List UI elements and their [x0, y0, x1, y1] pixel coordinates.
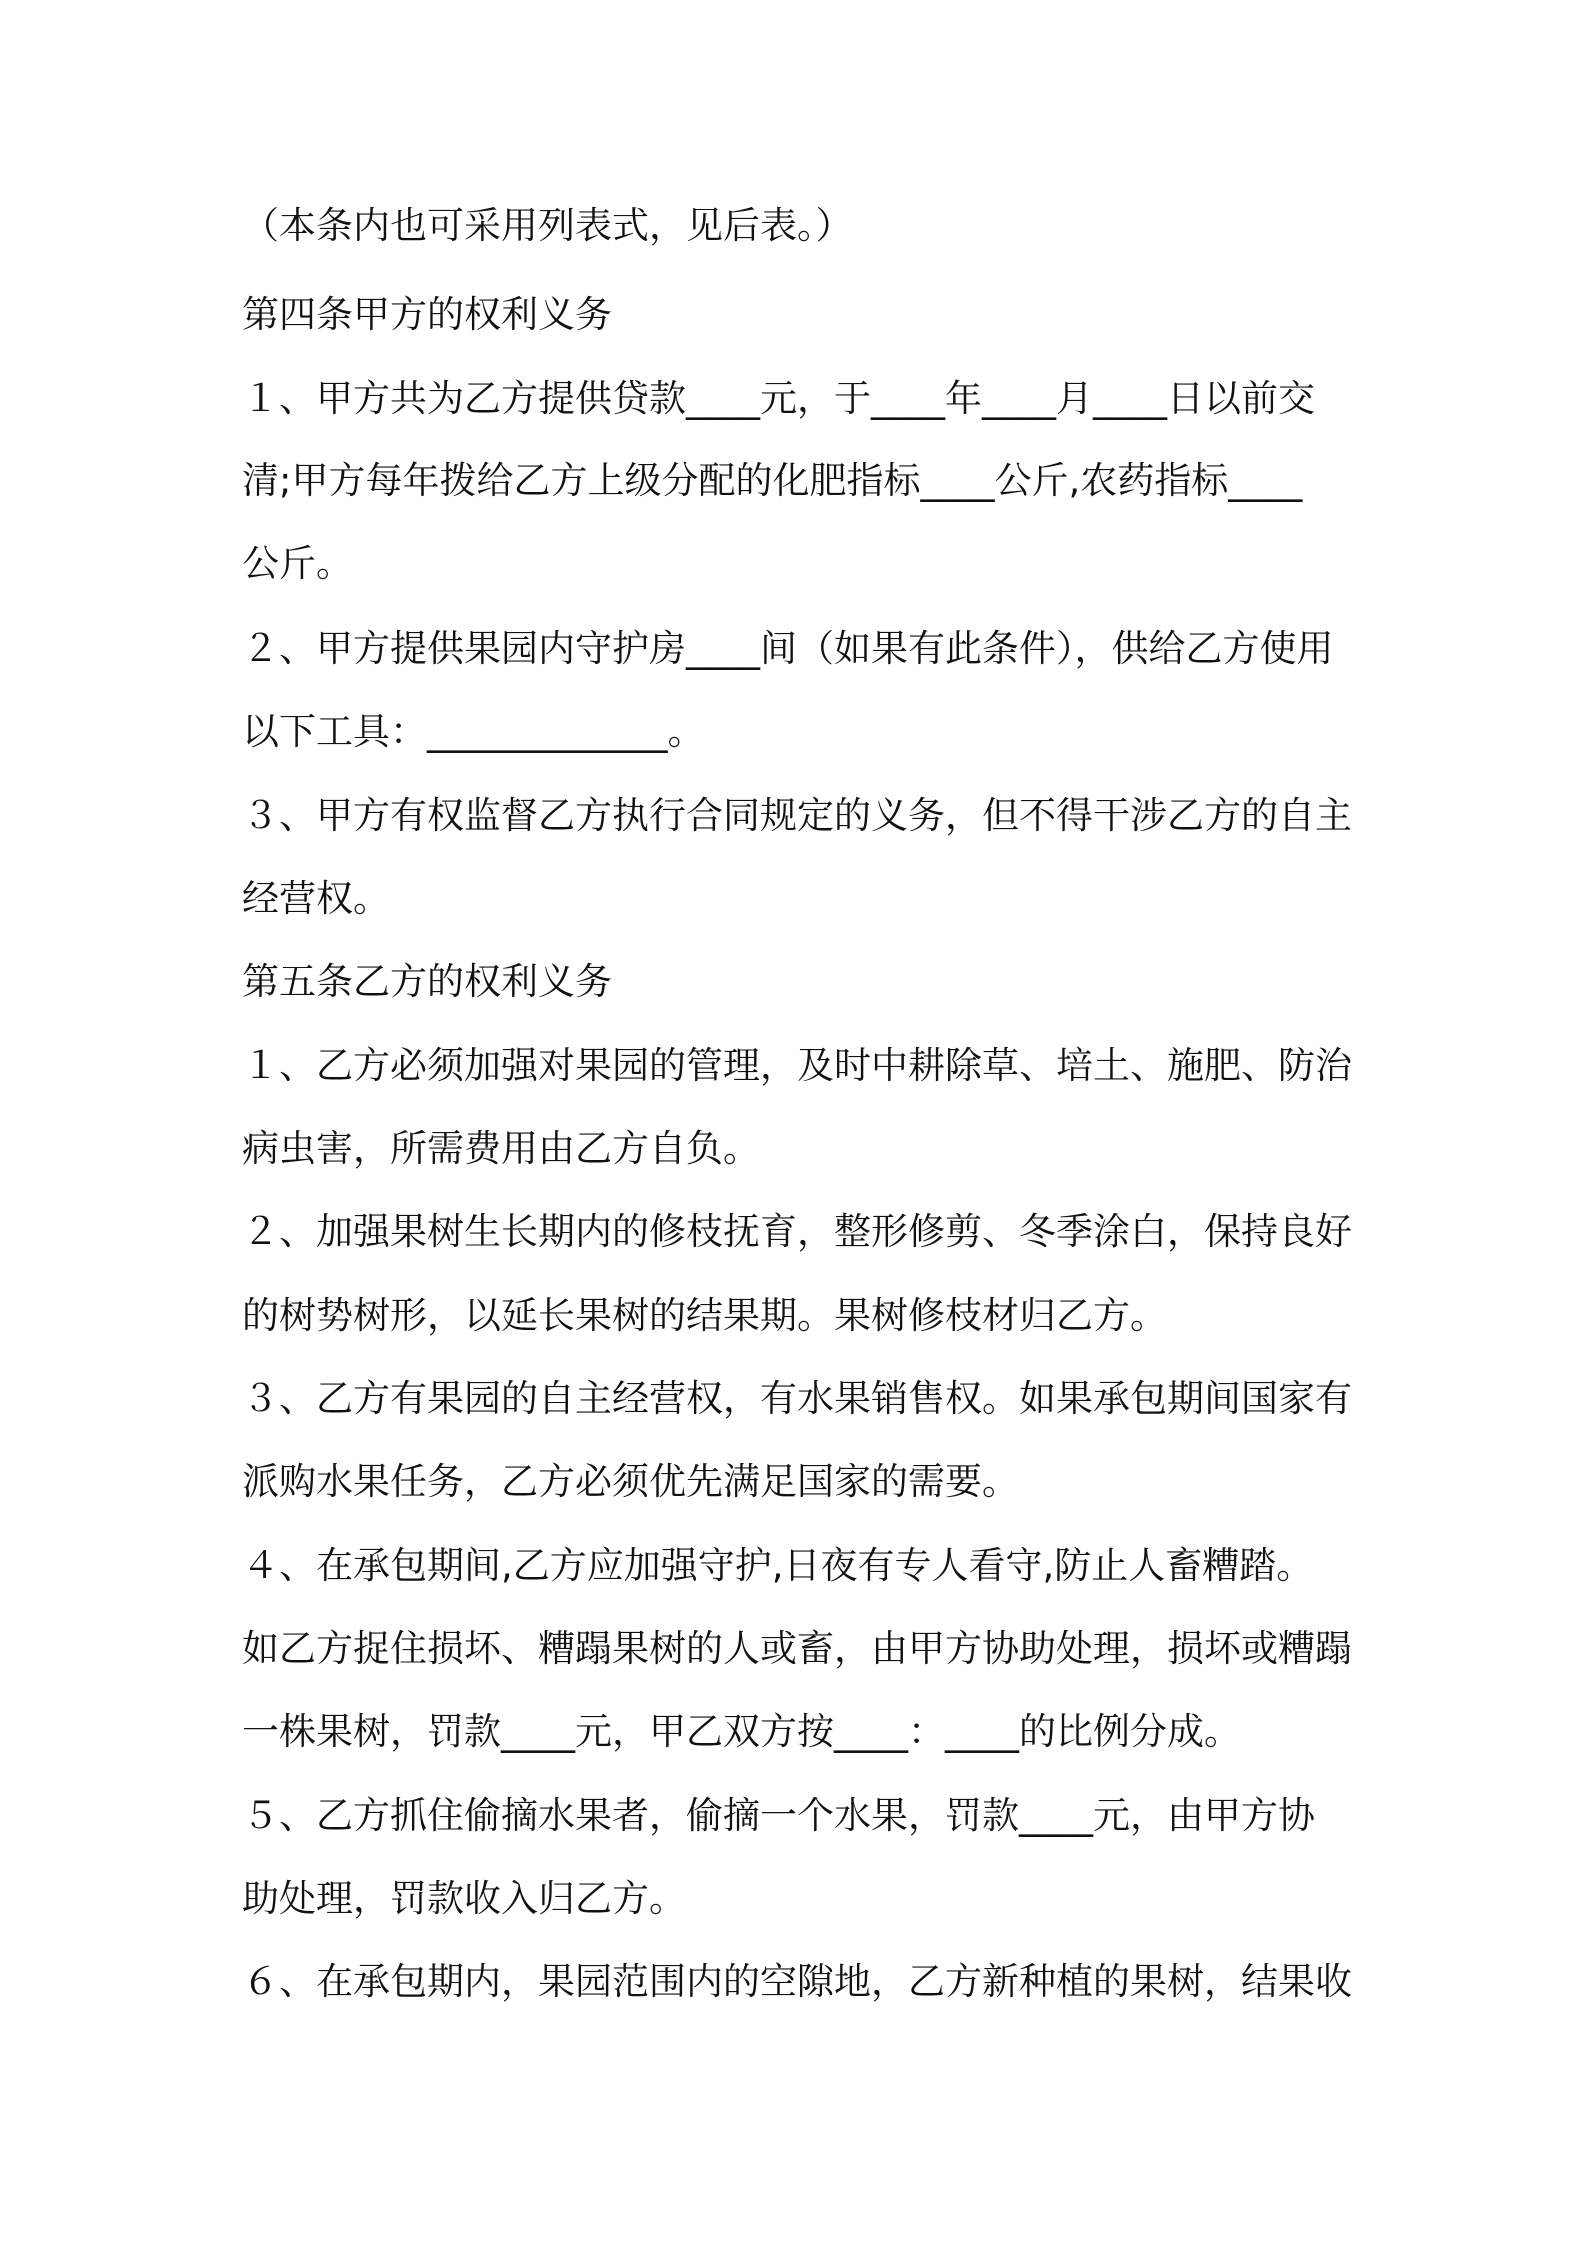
text-line: ３、甲方有权监督乙方执行合同规定的义务，但不得干涉乙方的自主 [242, 794, 1352, 837]
section-heading: 第四条甲方的权利义务 [242, 293, 612, 336]
text-line: ２、甲方提供果园内守护房____间（如果有此条件），供给乙方使用 [242, 627, 1334, 670]
section-heading: 第五条乙方的权利义务 [242, 960, 612, 1003]
text-line: 清;甲方每年拨给乙方上级分配的化肥指标____公斤,农药指标____ [242, 459, 1303, 502]
text-line: １、乙方必须加强对果园的管理，及时中耕除草、培土、施肥、防治 [242, 1044, 1352, 1087]
text-line: ３、乙方有果园的自主经营权，有水果销售权。如果承包期间国家有 [242, 1377, 1352, 1420]
text-line: 病虫害，所需费用由乙方自负。 [242, 1127, 760, 1170]
text-line: 如乙方捉住损坏、糟蹋果树的人或畜，由甲方协助处理，损坏或糟蹋 [242, 1627, 1352, 1670]
text-line: ４、在承包期间,乙方应加强守护,日夜有专人看守,防止人畜糟踏。 [242, 1544, 1314, 1587]
text-line: ５、乙方抓住偷摘水果者，偷摘一个水果，罚款____元，由甲方协 [242, 1794, 1315, 1837]
text-line: 经营权。 [242, 877, 390, 920]
text-line: ２、加强果树生长期内的修枝抚育，整形修剪、冬季涂白，保持良好 [242, 1210, 1352, 1253]
text-line: 以下工具：_____________。 [242, 710, 705, 753]
text-line: 的树势树形，以延长果树的结果期。果树修枝材归乙方。 [242, 1294, 1167, 1337]
text-line: 助处理，罚款收入归乙方。 [242, 1877, 686, 1920]
text-line: １、甲方共为乙方提供贷款____元，于____年____月____日以前交 [242, 377, 1315, 420]
text-line: ６、在承包期内，果园范围内的空隙地，乙方新种植的果树，结果收 [242, 1960, 1352, 2003]
text-line: 公斤。 [242, 542, 353, 585]
text-line: 一株果树，罚款____元，甲乙双方按____：____的比例分成。 [242, 1710, 1241, 1753]
text-line: 派购水果任务，乙方必须优先满足国家的需要。 [242, 1460, 1019, 1503]
text-line: （本条内也可采用列表式，见后表。） [242, 204, 853, 247]
